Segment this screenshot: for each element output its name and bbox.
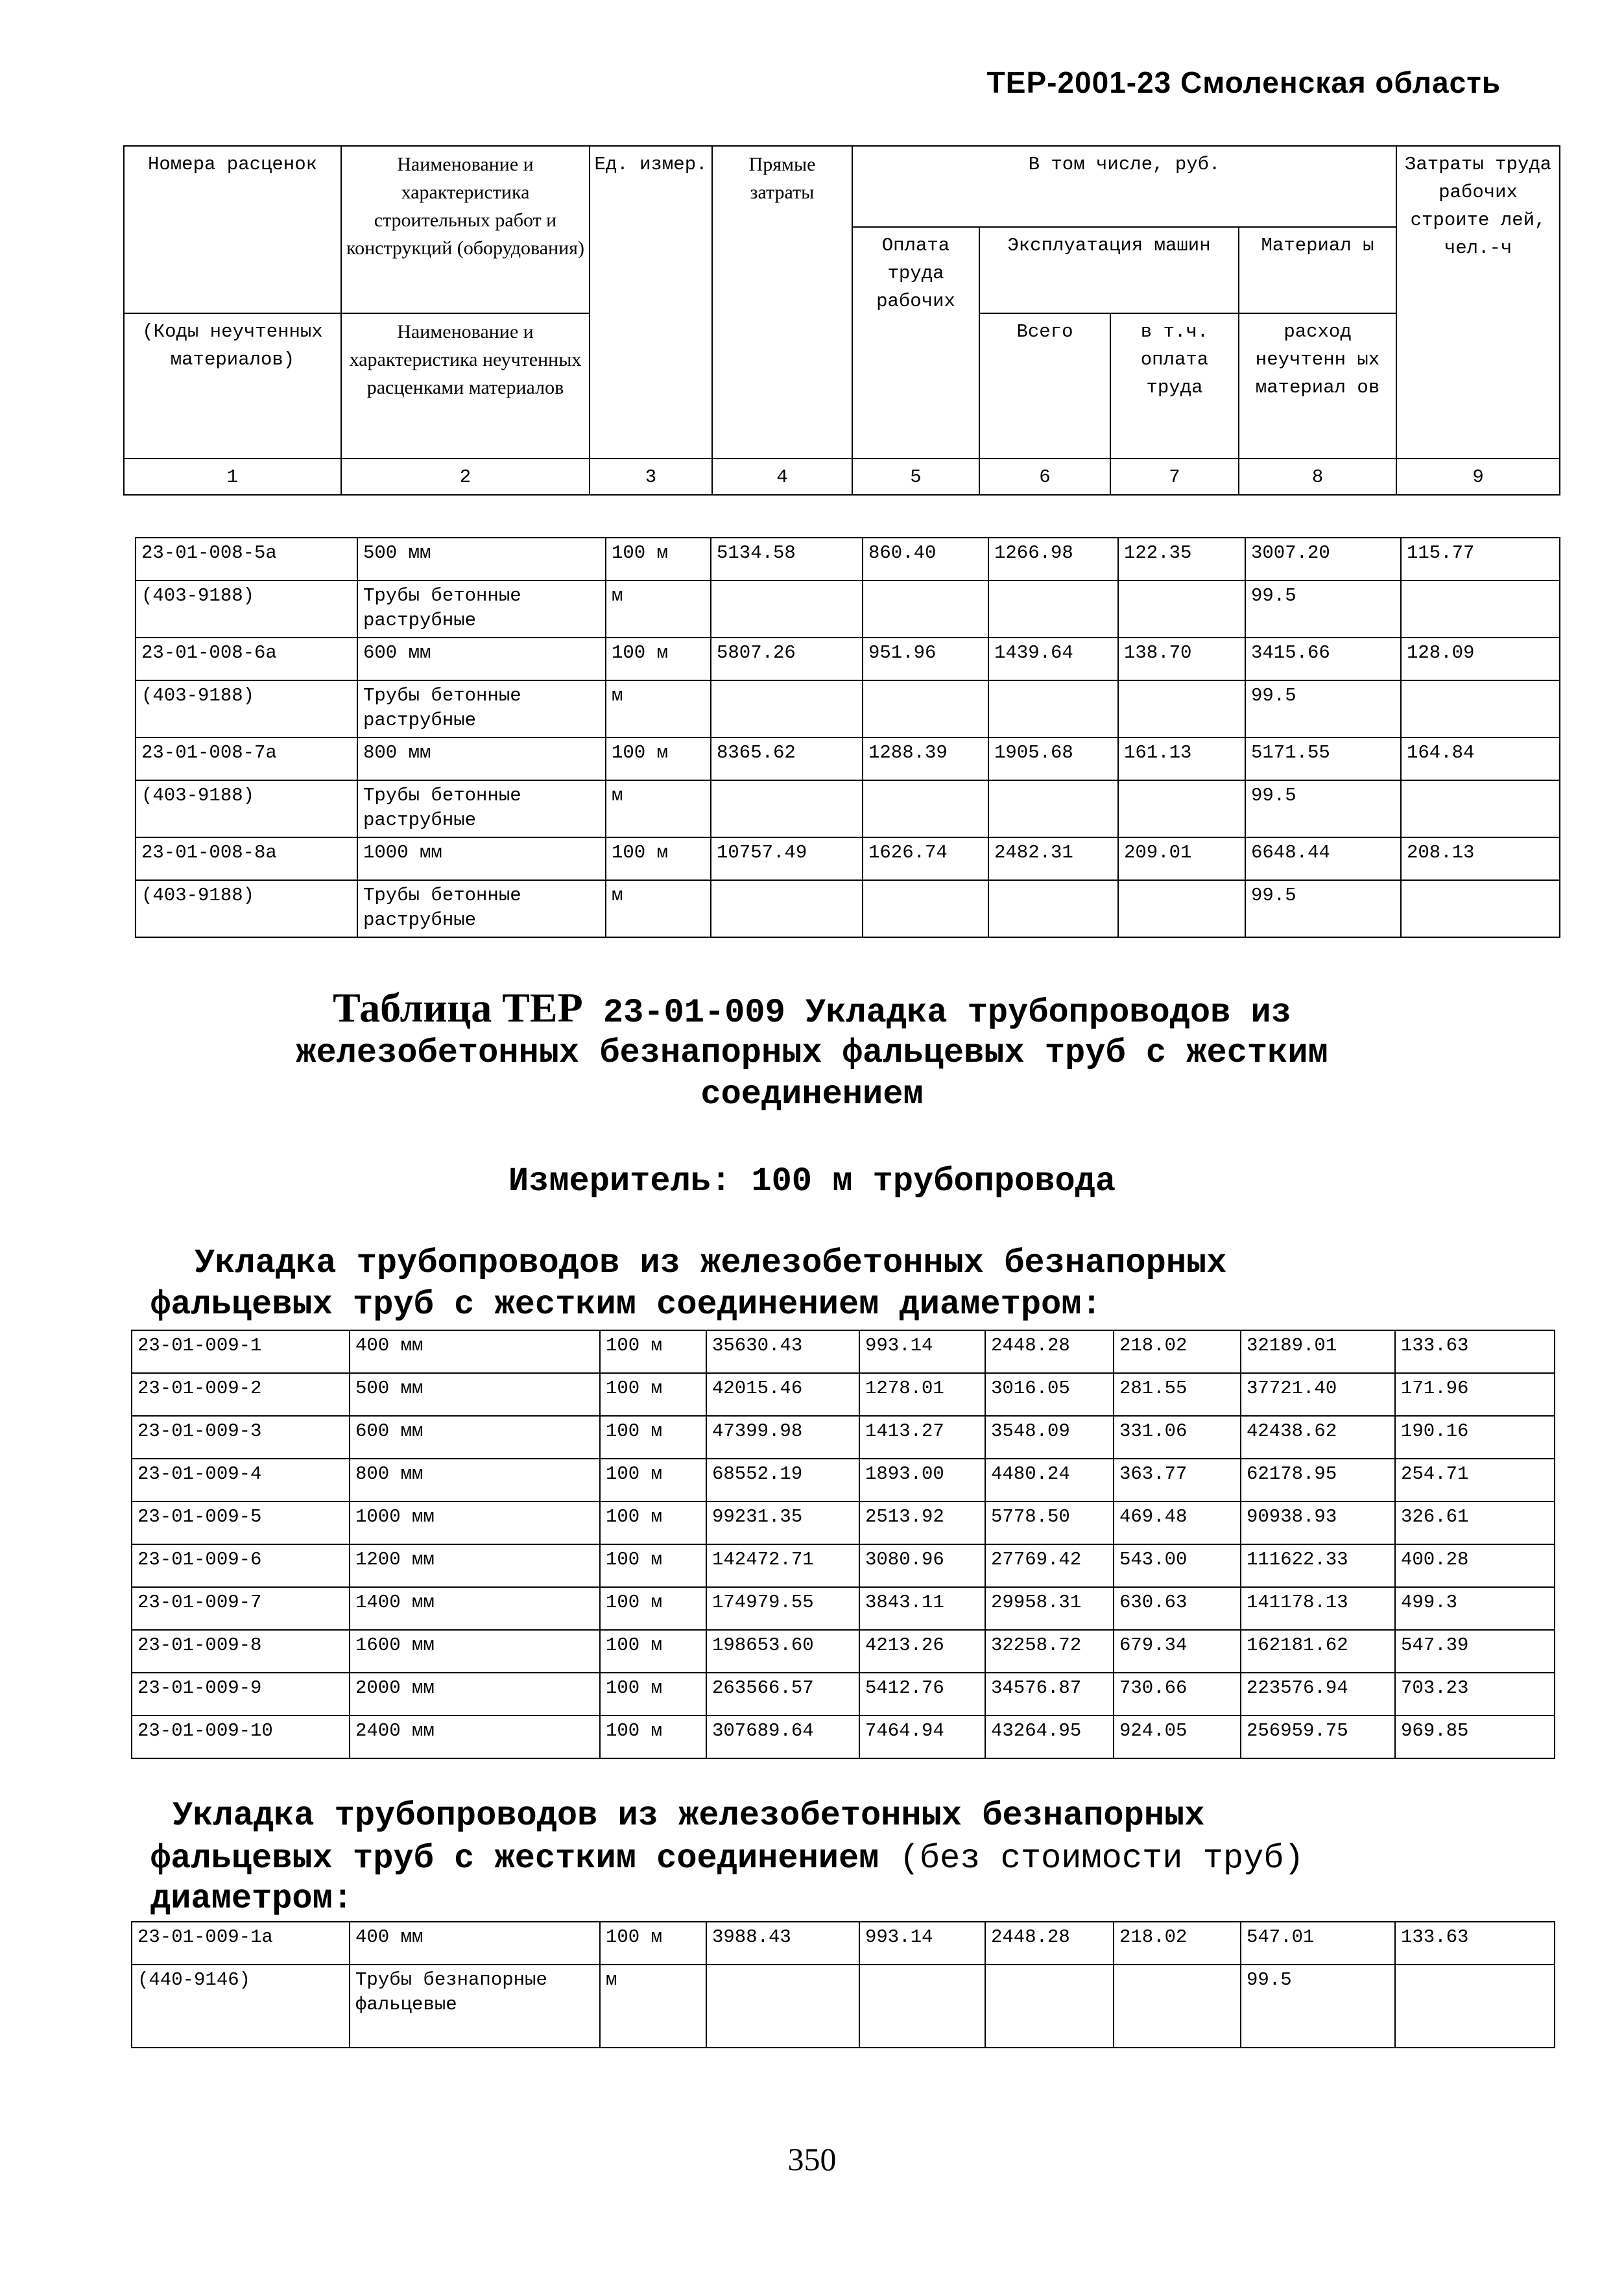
col-wages-header: Оплата труда рабочих bbox=[852, 227, 979, 459]
wages bbox=[863, 680, 988, 737]
wages: 1893.00 bbox=[859, 1459, 985, 1501]
subheading-2-line-3: диаметром: bbox=[150, 1880, 353, 1918]
material-consumption: 99.5 bbox=[1245, 680, 1401, 737]
machinery-wages bbox=[1118, 680, 1245, 737]
unit: м bbox=[606, 780, 711, 837]
table-row bbox=[132, 1673, 1555, 1716]
materials: 223576.94 bbox=[1241, 1673, 1395, 1716]
table-row bbox=[132, 1373, 1555, 1416]
material-consumption: 99.5 bbox=[1245, 880, 1401, 937]
rate-code: 23-01-009-6 bbox=[132, 1544, 350, 1587]
materials: 37721.40 bbox=[1241, 1373, 1395, 1416]
col-labor-hours-header: Затраты труда рабочих строите лей, чел.-ч bbox=[1396, 146, 1560, 459]
machinery-total: 1439.64 bbox=[988, 638, 1118, 680]
work-name: 500 мм bbox=[350, 1373, 600, 1416]
rate-code: 23-01-009-1 bbox=[132, 1330, 350, 1373]
material-name: Трубы бетонные раструбные bbox=[357, 680, 606, 737]
rate-code: 23-01-008-7а bbox=[136, 737, 357, 780]
work-name: 400 мм bbox=[350, 1922, 600, 1965]
material-consumption: 99.5 bbox=[1245, 580, 1401, 638]
subheading-2-bold: фальцевых труб с жестким соединением bbox=[150, 1839, 879, 1878]
labor-hours: 128.09 bbox=[1401, 638, 1560, 680]
materials: 90938.93 bbox=[1241, 1501, 1395, 1544]
unit: 100 м bbox=[606, 538, 711, 580]
table-row bbox=[132, 1544, 1555, 1587]
table-row bbox=[136, 837, 1560, 880]
direct-costs bbox=[711, 680, 863, 737]
section-title bbox=[0, 987, 1624, 1034]
unit: 100 м bbox=[600, 1716, 706, 1758]
machinery-wages bbox=[1114, 1965, 1241, 2048]
col-group-header: В том числе, руб. bbox=[852, 146, 1396, 227]
col-num: 6 bbox=[979, 459, 1110, 495]
unit: 100 м bbox=[606, 837, 711, 880]
labor-hours: 499.3 bbox=[1395, 1587, 1555, 1630]
labor-hours: 969.85 bbox=[1395, 1716, 1555, 1758]
table-row bbox=[132, 1416, 1555, 1459]
section-title-line-3: соединением bbox=[700, 1075, 924, 1114]
machinery-total: 2448.28 bbox=[985, 1330, 1114, 1373]
wages bbox=[859, 1965, 985, 2048]
col-materials-header: Материал ы bbox=[1239, 227, 1396, 313]
machinery-total: 4480.24 bbox=[985, 1459, 1114, 1501]
subheading-2-note: (без стоимости труб) bbox=[899, 1839, 1304, 1878]
subheading-2-line-1: Укладка трубопроводов из железобетонных безнапорных bbox=[173, 1797, 1205, 1835]
materials: 547.01 bbox=[1241, 1922, 1395, 1965]
rate-code: 23-01-009-9 bbox=[132, 1673, 350, 1716]
machinery-total: 27769.42 bbox=[985, 1544, 1114, 1587]
labor-hours: 547.39 bbox=[1395, 1630, 1555, 1673]
measure-unit: Измеритель: 100 м трубопровода bbox=[508, 1162, 1116, 1201]
machinery-total: 5778.50 bbox=[985, 1501, 1114, 1544]
wages: 993.14 bbox=[859, 1330, 985, 1373]
labor-hours: 703.23 bbox=[1395, 1673, 1555, 1716]
machinery-total: 43264.95 bbox=[985, 1716, 1114, 1758]
rates-table-008 bbox=[135, 537, 1560, 938]
labor-hours: 254.71 bbox=[1395, 1459, 1555, 1501]
table-row bbox=[136, 638, 1560, 680]
labor-hours: 208.13 bbox=[1401, 837, 1560, 880]
materials: 141178.13 bbox=[1241, 1587, 1395, 1630]
machinery-wages: 209.01 bbox=[1118, 837, 1245, 880]
unit: 100 м bbox=[600, 1416, 706, 1459]
rate-code: 23-01-009-2 bbox=[132, 1373, 350, 1416]
rate-code: 23-01-009-7 bbox=[132, 1587, 350, 1630]
col-unit-header: Ед. измер. bbox=[590, 146, 712, 459]
machinery-wages: 679.34 bbox=[1114, 1630, 1241, 1673]
labor-hours bbox=[1401, 580, 1560, 638]
unit: 100 м bbox=[606, 638, 711, 680]
page-number: 350 bbox=[787, 2141, 837, 2177]
machinery-wages: 122.35 bbox=[1118, 538, 1245, 580]
machinery-total: 2482.31 bbox=[988, 837, 1118, 880]
wages: 4213.26 bbox=[859, 1630, 985, 1673]
material-name: Трубы бетонные раструбные bbox=[357, 580, 606, 638]
direct-costs: 5807.26 bbox=[711, 638, 863, 680]
unit: 100 м bbox=[600, 1587, 706, 1630]
machinery-wages: 161.13 bbox=[1118, 737, 1245, 780]
col-material-consumption-header: расход неучтенн ых материал ов bbox=[1239, 313, 1396, 459]
labor-hours bbox=[1401, 680, 1560, 737]
labor-hours: 400.28 bbox=[1395, 1544, 1555, 1587]
machinery-total bbox=[988, 880, 1118, 937]
materials: 111622.33 bbox=[1241, 1544, 1395, 1587]
machinery-wages: 331.06 bbox=[1114, 1416, 1241, 1459]
machinery-wages: 730.66 bbox=[1114, 1673, 1241, 1716]
wages: 5412.76 bbox=[859, 1673, 985, 1716]
rate-code: 23-01-009-5 bbox=[132, 1501, 350, 1544]
unit: м bbox=[606, 880, 711, 937]
table-row bbox=[132, 1716, 1555, 1758]
materials: 32189.01 bbox=[1241, 1330, 1395, 1373]
col-machinery-header: Эксплуатация машин bbox=[979, 227, 1239, 313]
machinery-wages: 218.02 bbox=[1114, 1922, 1241, 1965]
rate-code: 23-01-009-4 bbox=[132, 1459, 350, 1501]
wages: 1288.39 bbox=[863, 737, 988, 780]
section-title-line-2: железобетонных безнапорных фальцевых труб с жестким bbox=[296, 1034, 1328, 1072]
machinery-wages: 924.05 bbox=[1114, 1716, 1241, 1758]
rate-code: 23-01-008-5а bbox=[136, 538, 357, 580]
machinery-wages: 363.77 bbox=[1114, 1459, 1241, 1501]
rate-code: 23-01-008-8а bbox=[136, 837, 357, 880]
labor-hours: 133.63 bbox=[1395, 1330, 1555, 1373]
material-code: (403-9188) bbox=[136, 880, 357, 937]
rate-code: 23-01-009-10 bbox=[132, 1716, 350, 1758]
direct-costs: 8365.62 bbox=[711, 737, 863, 780]
machinery-wages bbox=[1118, 780, 1245, 837]
direct-costs: 3988.43 bbox=[706, 1922, 859, 1965]
machinery-total: 34576.87 bbox=[985, 1673, 1114, 1716]
labor-hours bbox=[1395, 1965, 1555, 2048]
section-title-code: 23-01-009 bbox=[603, 994, 785, 1032]
unit: 100 м bbox=[600, 1459, 706, 1501]
direct-costs: 198653.60 bbox=[706, 1630, 859, 1673]
rates-table-009-no-pipe-cost bbox=[131, 1921, 1555, 2048]
col-num: 1 bbox=[124, 459, 341, 495]
col-num: 5 bbox=[852, 459, 979, 495]
materials: 256959.75 bbox=[1241, 1716, 1395, 1758]
direct-costs: 142472.71 bbox=[706, 1544, 859, 1587]
section-title-prefix: Таблица ТЕР bbox=[333, 985, 583, 1031]
direct-costs: 307689.64 bbox=[706, 1716, 859, 1758]
machinery-total: 32258.72 bbox=[985, 1630, 1114, 1673]
unit: м bbox=[606, 680, 711, 737]
direct-costs bbox=[711, 580, 863, 638]
direct-costs: 174979.55 bbox=[706, 1587, 859, 1630]
work-name: 600 мм bbox=[350, 1416, 600, 1459]
machinery-wages: 218.02 bbox=[1114, 1330, 1241, 1373]
table-row bbox=[136, 737, 1560, 780]
wages: 3843.11 bbox=[859, 1587, 985, 1630]
unit: 100 м bbox=[600, 1544, 706, 1587]
col-num: 8 bbox=[1239, 459, 1396, 495]
labor-hours bbox=[1401, 880, 1560, 937]
labor-hours: 326.61 bbox=[1395, 1501, 1555, 1544]
wages: 1278.01 bbox=[859, 1373, 985, 1416]
table-row bbox=[136, 538, 1560, 580]
rate-code: 23-01-008-6а bbox=[136, 638, 357, 680]
table-row bbox=[136, 780, 1560, 837]
materials: 5171.55 bbox=[1245, 737, 1401, 780]
col-rate-number-header: Номера расценок bbox=[124, 146, 341, 313]
direct-costs: 35630.43 bbox=[706, 1330, 859, 1373]
unit: 100 м bbox=[600, 1501, 706, 1544]
col-machinery-total-header: Всего bbox=[979, 313, 1110, 459]
wages: 2513.92 bbox=[859, 1501, 985, 1544]
machinery-wages: 138.70 bbox=[1118, 638, 1245, 680]
wages: 993.14 bbox=[859, 1922, 985, 1965]
direct-costs: 99231.35 bbox=[706, 1501, 859, 1544]
machinery-total bbox=[988, 680, 1118, 737]
wages bbox=[863, 780, 988, 837]
unit: 100 м bbox=[600, 1630, 706, 1673]
labor-hours: 190.16 bbox=[1395, 1416, 1555, 1459]
direct-costs: 47399.98 bbox=[706, 1416, 859, 1459]
unit: м bbox=[600, 1965, 706, 2048]
work-name: 500 мм bbox=[357, 538, 606, 580]
machinery-wages: 281.55 bbox=[1114, 1373, 1241, 1416]
material-code: (403-9188) bbox=[136, 580, 357, 638]
direct-costs: 42015.46 bbox=[706, 1373, 859, 1416]
subheading-2-line-2 bbox=[150, 1838, 1304, 1880]
machinery-total: 29958.31 bbox=[985, 1587, 1114, 1630]
material-name: Трубы безнапорные фальцевые bbox=[350, 1965, 600, 2048]
materials: 6648.44 bbox=[1245, 837, 1401, 880]
table-row bbox=[132, 1630, 1555, 1673]
machinery-total: 3548.09 bbox=[985, 1416, 1114, 1459]
machinery-wages bbox=[1118, 880, 1245, 937]
col-material-name-header: Наименование и характеристика неучтенных расценками материалов bbox=[341, 313, 590, 459]
material-code: (440-9146) bbox=[132, 1965, 350, 2048]
work-name: 800 мм bbox=[357, 737, 606, 780]
col-material-codes-header: (Коды неучтенных материалов) bbox=[124, 313, 341, 459]
material-code: (403-9188) bbox=[136, 780, 357, 837]
work-name: 1000 мм bbox=[350, 1501, 600, 1544]
machinery-wages: 630.63 bbox=[1114, 1587, 1241, 1630]
machinery-wages: 543.00 bbox=[1114, 1544, 1241, 1587]
direct-costs: 68552.19 bbox=[706, 1459, 859, 1501]
machinery-total: 1266.98 bbox=[988, 538, 1118, 580]
work-name: 800 мм bbox=[350, 1459, 600, 1501]
direct-costs bbox=[711, 780, 863, 837]
machinery-wages bbox=[1118, 580, 1245, 638]
wages bbox=[863, 580, 988, 638]
labor-hours: 115.77 bbox=[1401, 538, 1560, 580]
work-name: 600 мм bbox=[357, 638, 606, 680]
direct-costs: 5134.58 bbox=[711, 538, 863, 580]
machinery-total: 2448.28 bbox=[985, 1922, 1114, 1965]
col-num: 9 bbox=[1396, 459, 1560, 495]
unit: 100 м bbox=[606, 737, 711, 780]
section-title-text: Укладка трубопроводов из bbox=[806, 994, 1291, 1032]
materials: 162181.62 bbox=[1241, 1630, 1395, 1673]
subheading-line-1: Укладка трубопроводов из железобетонных безнапорных bbox=[195, 1244, 1227, 1282]
unit: 100 м bbox=[600, 1373, 706, 1416]
wages bbox=[863, 880, 988, 937]
wages: 7464.94 bbox=[859, 1716, 985, 1758]
col-num: 2 bbox=[341, 459, 590, 495]
machinery-total: 1905.68 bbox=[988, 737, 1118, 780]
labor-hours: 171.96 bbox=[1395, 1373, 1555, 1416]
material-name: Трубы бетонные раструбные bbox=[357, 780, 606, 837]
direct-costs bbox=[711, 880, 863, 937]
table-row bbox=[132, 1587, 1555, 1630]
material-consumption: 99.5 bbox=[1241, 1965, 1395, 2048]
machinery-total bbox=[988, 580, 1118, 638]
direct-costs bbox=[706, 1965, 859, 2048]
unit: 100 м bbox=[600, 1330, 706, 1373]
labor-hours: 164.84 bbox=[1401, 737, 1560, 780]
rates-table-009 bbox=[131, 1330, 1555, 1759]
work-name: 1600 мм bbox=[350, 1630, 600, 1673]
table-row bbox=[132, 1459, 1555, 1501]
col-direct-costs-header: Прямые затраты bbox=[712, 146, 852, 459]
material-consumption: 99.5 bbox=[1245, 780, 1401, 837]
direct-costs: 263566.57 bbox=[706, 1673, 859, 1716]
work-name: 400 мм bbox=[350, 1330, 600, 1373]
rate-code: 23-01-009-8 bbox=[132, 1630, 350, 1673]
col-machinery-wages-header: в т.ч. оплата труда bbox=[1110, 313, 1239, 459]
table-row bbox=[132, 1330, 1555, 1373]
materials: 62178.95 bbox=[1241, 1459, 1395, 1501]
unit: 100 м bbox=[600, 1673, 706, 1716]
column-header-table bbox=[123, 145, 1560, 496]
table-row bbox=[132, 1965, 1555, 2048]
work-name: 1400 мм bbox=[350, 1587, 600, 1630]
labor-hours: 133.63 bbox=[1395, 1922, 1555, 1965]
machinery-total: 3016.05 bbox=[985, 1373, 1114, 1416]
subheading-line-2: фальцевых труб с жестким соединением диаметром: bbox=[150, 1286, 1102, 1324]
unit: м bbox=[606, 580, 711, 638]
col-work-name-header: Наименование и характеристика строительных работ и конструкций (оборудования) bbox=[341, 146, 590, 313]
wages: 3080.96 bbox=[859, 1544, 985, 1587]
wages: 860.40 bbox=[863, 538, 988, 580]
unit: 100 м bbox=[600, 1922, 706, 1965]
rate-code: 23-01-009-3 bbox=[132, 1416, 350, 1459]
table-row bbox=[132, 1501, 1555, 1544]
materials: 3007.20 bbox=[1245, 538, 1401, 580]
page-header-title: ТЕР-2001-23 Смоленская область bbox=[986, 66, 1501, 99]
material-name: Трубы бетонные раструбные bbox=[357, 880, 606, 937]
table-row bbox=[136, 680, 1560, 737]
table-row bbox=[136, 880, 1560, 937]
labor-hours bbox=[1401, 780, 1560, 837]
rate-code: 23-01-009-1а bbox=[132, 1922, 350, 1965]
materials: 3415.66 bbox=[1245, 638, 1401, 680]
wages: 1413.27 bbox=[859, 1416, 985, 1459]
work-name: 1200 мм bbox=[350, 1544, 600, 1587]
wages: 951.96 bbox=[863, 638, 988, 680]
machinery-total bbox=[988, 780, 1118, 837]
materials: 42438.62 bbox=[1241, 1416, 1395, 1459]
work-name: 2400 мм bbox=[350, 1716, 600, 1758]
col-num: 4 bbox=[712, 459, 852, 495]
direct-costs: 10757.49 bbox=[711, 837, 863, 880]
work-name: 1000 мм bbox=[357, 837, 606, 880]
col-num: 7 bbox=[1110, 459, 1239, 495]
wages: 1626.74 bbox=[863, 837, 988, 880]
table-row bbox=[136, 580, 1560, 638]
table-row bbox=[132, 1922, 1555, 1965]
work-name: 2000 мм bbox=[350, 1673, 600, 1716]
material-code: (403-9188) bbox=[136, 680, 357, 737]
machinery-wages: 469.48 bbox=[1114, 1501, 1241, 1544]
machinery-total bbox=[985, 1965, 1114, 2048]
col-num: 3 bbox=[590, 459, 712, 495]
